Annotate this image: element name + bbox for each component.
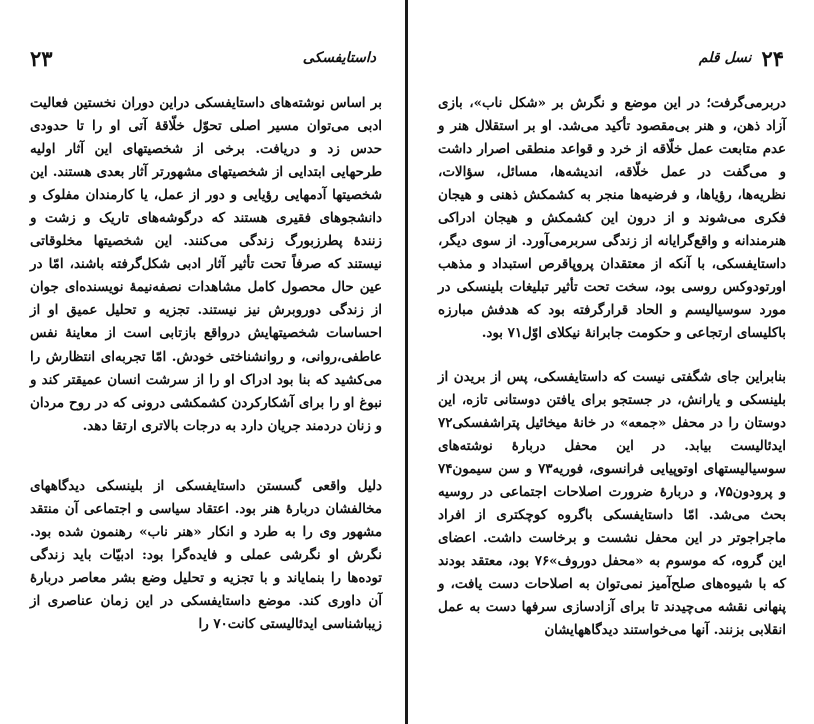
paragraph: بنابراین جای شگفتی نیست که داستایفسکی، پس از بریدن از بلینسکی و یارانش، در جستجو برای یافتن دوستانی تازه، این دوستان را در محفل «جمعه» در خانهٔ میخائیل پتراشفسکی۷۲ ایدئالیست بیابد. در این محفل دربارهٔ نوشته‌های سوسیالیستهای اوتوپیایی فرانسوی، فوریه۷۳ و سن سیمون۷۴ و پرودون۷۵، و دربارهٔ ضرورت اصلاحات اجتماعی در روسیه بحث می‌شد. امّا داستایفسکی باگروه کوچکتری از افراد ماجراجوتر در این محفل نشست و برخاست داشت. اعضای این گروه، که موسوم به «محفل دوروف»۷۶ بود، معتقد بودند که با شیوه‌های صلح‌آمیز نمی‌توان به اصلاحات دست یافت، و پنهانی نقشه می‌چیدند تا برای آزادسازی سرفها دست به عمل انقلابی بزنند. آنها می‌خواستند دیدگاههایشان [438,368,786,639]
running-head: نسل قلم [698,50,752,66]
right-page-body [438,92,786,642]
right-page [408,0,814,724]
page-number: ۲۴ [761,45,784,71]
page-number: ۲۳ [30,45,53,71]
paragraph: بر اساس نوشته‌های داستایفسکی دراین دوران نخستین فعالیت ادبی می‌توان مسیر اصلی تحوّل خلّاقهٔ آتی او را تا حدودی حدس زد و دریافت. برخی از شخصیتهای این آثار اولیه طرحهایی ابتدایی از شخصیتهای مشهورتر آثار بعدی هستند. این شخصیتها آدمهایی رؤیایی و دور از عمل، یا کارمندان مفلوک و دانشجوهای فقیری هستند که درگوشه‌های تاریک و زشت و زنندهٔ پطرزبورگ زندگی می‌کنند. این شخصیتها مخلوقاتی نیستند که صرفاً تحت تأثیر آثار ادبی شکل‌گرفته باشند، امّا در عین حال محصول کامل مشاهدات نصفه‌نیمهٔ نویسنده‌ای جوان از زندگی دوروبرش نیز نیستند. تجزیه و تحلیل عمیق او از احساسات شخصیتهایش درواقع بازتابی است از معاینهٔ نفس عاطفی،روانی، و روانشناختی خودش. امّا تجربه‌ای انتظارش را می‌کشید که بنا بود ادراک او را از سرشت انسان عمیقتر کند و نبوغ او را برای آشکارکردن کشمکشی درونی که در روح مردان و زنان دردمند جریان دارد به درجات بالاتری ارتقا دهد. [30,95,382,434]
left-page-body [30,92,382,636]
left-page [0,0,406,724]
running-head: داستایفسکی [302,50,376,66]
left-page-header [30,46,376,70]
paragraph: دلیل واقعی گسستن داستایفسکی از بلینسکی دیدگاههای مخالفشان دربارهٔ هنر بود. اعتقاد سیاسی و اجتماعی آن منتقد مشهور وی را به طرد و انکار «هنر ناب» رهنمون شده بود. نگرش او نگرشی عملی و فایده‌گرا بود: ادبیّات باید زندگی توده‌ها را بنمایاند و با تجزیه و تحلیل وضع بشر معاصر دربارهٔ آن داوری کند. موضع داستایفسکی در این زمان عناصری از زیباشناسی ایدئالیستی کانت۷۰ را [30,477,382,632]
right-page-header [438,46,784,70]
paragraph: دربرمی‌گرفت؛ در این موضع و نگرش بر «شکل ناب»، بازی آزاد ذهن، و هنر بی‌مقصود تأکید می‌شد. او بر استقلال هنر و عدم متابعت عمل خلّاقه از خرد و قواعد منطقی اصرار داشت و می‌گفت در عمل خلّاقه، اندیشه‌ها، مسائل، سؤالات، نظریه‌ها، رؤیاها، و فرضیه‌ها منجر به کشمکش ذهنی و هیجان فکری می‌شوند و از درون این کشمکش و هیجان ادراکی هنرمندانه و واقع‌گرایانه از زندگی سربرمی‌آورد. از سوی دیگر، داستایفسکی، با آنکه از معتقدان پروپاقرص استبداد و مذهب اورتودوکس روسی بود، سخت تحت تأثیر تبلیغات بلینسکی در مورد سوسیالیسم و الحاد قرارگرفته بود که هدفش مبارزه باکلیسای ارتجاعی و حکومت جابرانهٔ نیکلای اوّل۷۱ بود. [438,95,787,342]
